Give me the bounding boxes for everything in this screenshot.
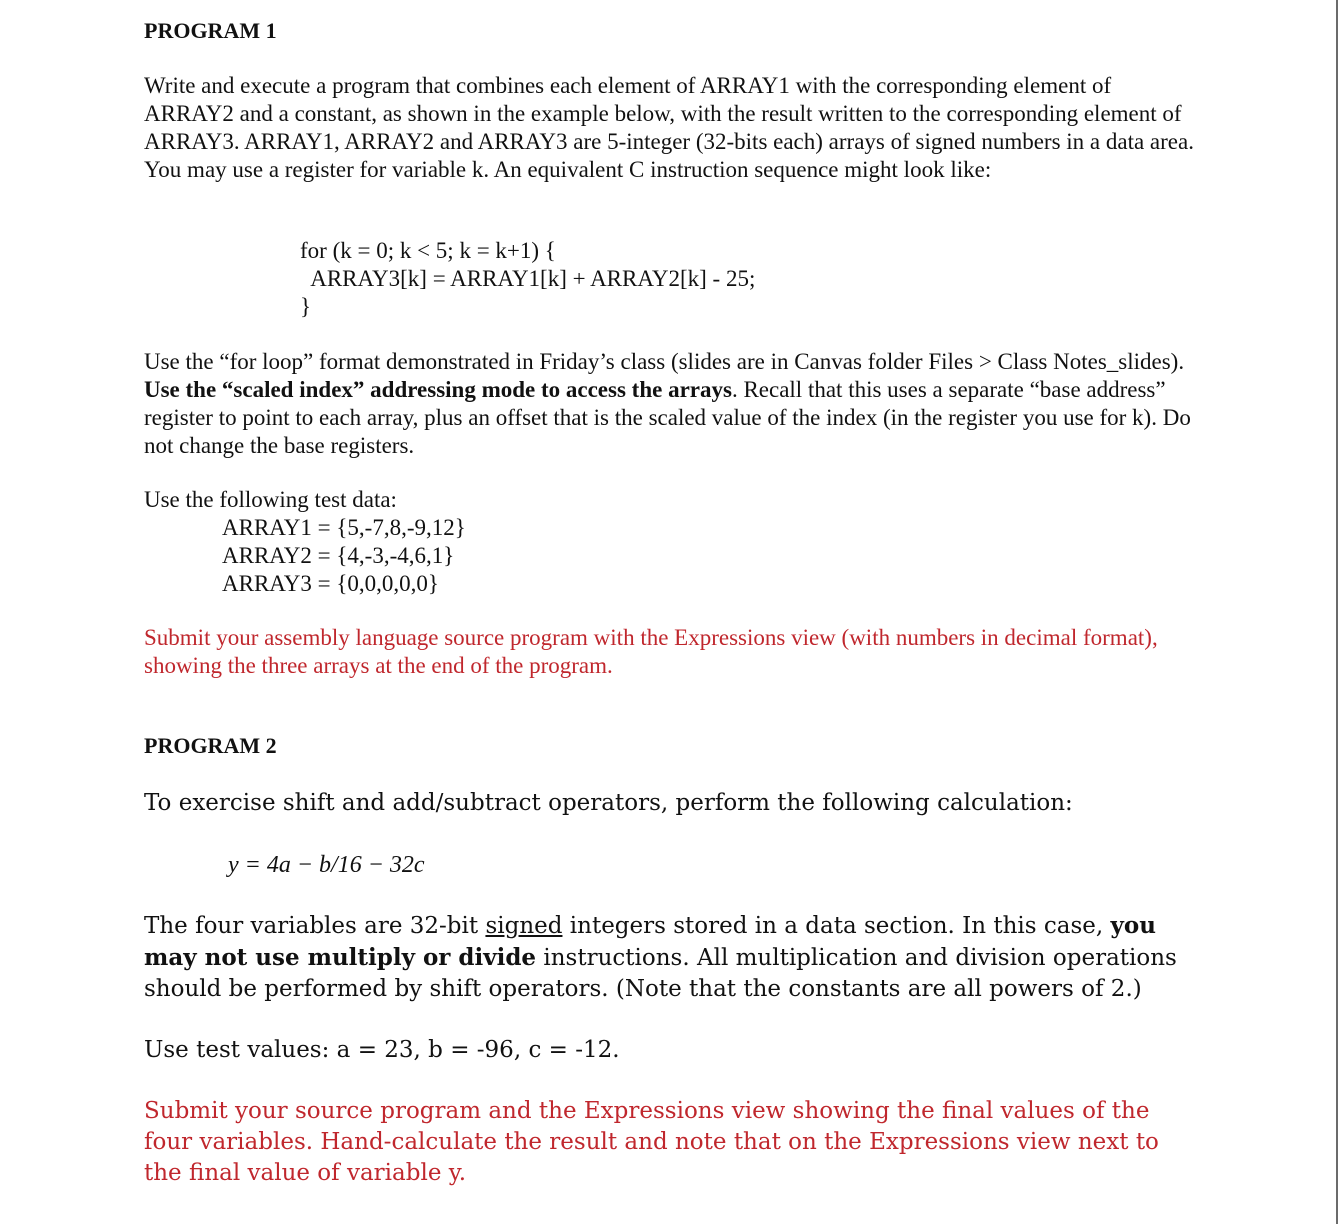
code-line-2: ARRAY3[k] = ARRAY1[k] + ARRAY2[k] - 25; <box>300 266 756 291</box>
test-data-array1: ARRAY1 = {5,-7,8,-9,12} <box>222 515 466 540</box>
test-data-array2: ARRAY2 = {4,-3,-4,6,1} <box>222 543 455 568</box>
program1-intro: Write and execute a program that combines each element of ARRAY1 with the corresponding element of ARRAY2 and a constant, as shown in the example below, with the result written to the corresponding element of ARRAY3. ARRAY1, ARRAY2 and ARRAY3 are 5-integer (32-bits each) arrays of signed numbers in a data area. You may use a register for variable k. An equivalent C instruction sequence might look like: <box>144 73 1194 182</box>
desc-text-a: The four variables are 32-bit <box>144 913 486 939</box>
test-data-array3: ARRAY3 = {0,0,0,0,0} <box>222 571 439 596</box>
desc-bold: you may not use multiply or divide <box>144 912 1156 971</box>
program1-usage <box>144 348 1194 460</box>
usage-bold: Use the “scaled index” addressing mode to access the arrays <box>144 377 732 402</box>
usage-text-a: Use the “for loop” format demonstrated in Friday’s class (slides are in Canvas folder Files > Class Notes_slides). <box>144 349 1185 374</box>
program2-description <box>144 910 1194 1005</box>
code-line-3: } <box>300 294 312 319</box>
desc-text-b: integers stored in a data section. In this case, <box>562 913 1111 939</box>
page-edge-rule <box>1336 0 1338 1224</box>
program2-submit: Submit your source program and the Expressions view showing the final values of the four variables. Hand-calculate the result and note that on the Expressions view next to the final value of variable y. <box>144 1098 1159 1186</box>
desc-text-c: instructions. All multiplication and division operations should be performed by shift operators. (Note that the constants are all powers of 2.) <box>144 945 1177 1002</box>
program2-test-values: Use test values: a = 23, b = -96, c = -12. <box>144 1037 620 1063</box>
program2-intro: To exercise shift and add/subtract operators, perform the following calculation: <box>144 790 1073 816</box>
code-line-1: for (k = 0; k < 5; k = k+1) { <box>300 238 556 263</box>
test-data-label: Use the following test data: <box>144 487 397 512</box>
usage-text-b: . Recall that this uses a separate “base address” register to point to each array, plus an offset that is the scaled value of the index (in the register you use for k). Do not change the base registers. <box>144 377 1191 458</box>
formula: y = 4a − b/16 − 32c <box>228 852 425 878</box>
program1-submit: Submit your assembly language source program with the Expressions view (with numbers in decimal format), showing the three arrays at the end of the program. <box>144 625 1158 678</box>
desc-underline: signed <box>485 913 563 939</box>
program2-heading: PROGRAM 2 <box>144 733 277 758</box>
program1-heading: PROGRAM 1 <box>144 18 277 43</box>
